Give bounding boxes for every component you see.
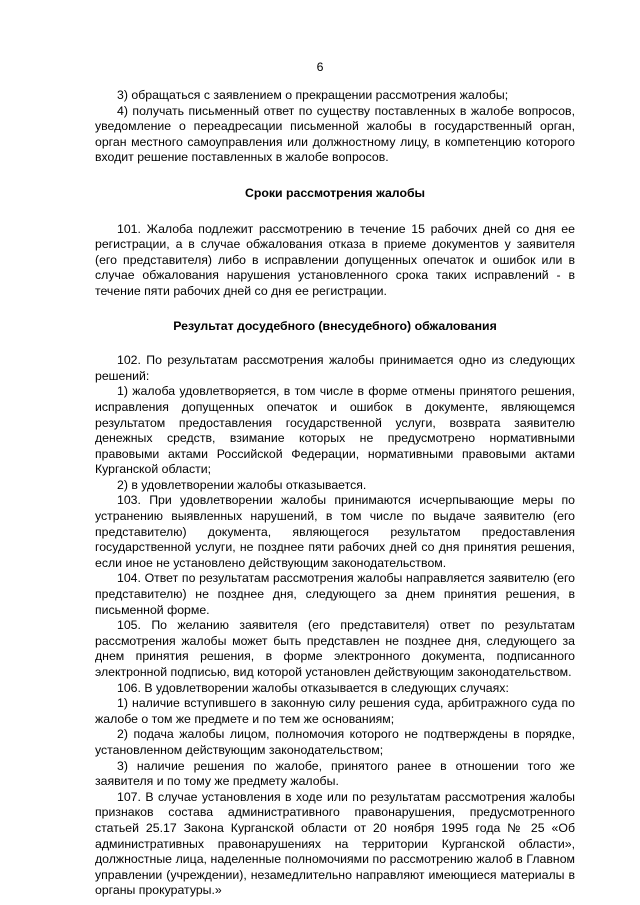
paragraph: 1) жалоба удовлетворяется, в том числе в форме отмены принятого решения, исправления допущенных опечаток и ошибок в документе, являющемся результатом предоставления государственной услуги, возврата заявителю денежных средств, взимание которых не предусмотрено нормативными правовыми актами Российской Федерации, нормативными правовыми актами Курганской области; [95,384,575,477]
section-terms [95,222,575,300]
section-rights-continued [95,88,575,166]
paragraph: 101. Жалоба подлежит рассмотрению в течение 15 рабочих дней со дня ее регистрации, а в случае обжалования отказа в приеме документов у заявителя (его представителя) либо в исправлении допущенных опечаток и ошибок или в случае обжалования нарушения установленного срока таких исправлений - в течение пяти рабочих дней со дня ее регистрации. [95,221,575,298]
section-result [95,353,575,899]
paragraph: 2) в удовлетворении жалобы отказывается. [117,477,367,492]
section-heading-result: Результат досудебного (внесудебного) обжалования [173,318,497,333]
paragraph: 103. При удовлетворении жалобы принимаются исчерпывающие меры по устранению выявленных нарушений, в том числе по выдаче заявителю (его представителю) документа, являющегося результатом предоставления государственной услуги, не позднее пяти рабочих дней со дня принятия решения, если иное не установлено действующим законодательством. [95,493,575,570]
paragraph: 104. Ответ по результатам рассмотрения жалобы направляется заявителю (его представителю) не позднее дня, следующего за днем принятия решения, в письменной форме. [95,571,575,617]
paragraph: 102. По результатам рассмотрения жалобы принимается одно из следующих решений: [95,353,575,383]
paragraph: 3) обращаться с заявлением о прекращении рассмотрения жалобы; [117,88,509,102]
paragraph: 106. В удовлетворении жалобы отказывается в следующих случаях: [117,680,509,695]
page-number: 6 [316,60,324,74]
paragraph: 3) наличие решения по жалобе, принятого ранее в отношении того же заявителя и по тому же предмету жалобы. [95,758,575,789]
document-body [95,88,575,899]
paragraph: 2) подача жалобы лицом, полномочия которого не подтверждены в порядке, установленном действующим законодательством; [95,727,575,757]
section-heading-terms: Сроки рассмотрения жалобы [244,185,426,200]
paragraph: 105. По желанию заявителя (его представителя) ответ по результатам рассмотрения жалобы может быть представлен не позднее дня, следующего за днем принятия решения, в форме электронного документа, подписанного электронной подписью, вид которой установлен действующим законодательством. [95,618,575,679]
paragraph: 1) наличие вступившего в законную силу решения суда, арбитражного суда по жалобе о том же предмете и по тем же основаниям; [95,696,575,726]
paragraph: 107. В случае установления в ходе или по результатам рассмотрения жалобы признаков состава административного правонарушения, предусмотренного статьей 25.17 Закона Курганской области от 20 ноября 1995 года № 25 «Об административных правонарушениях на территории Курганской области», должностные лица, наделенные полномочиями по рассмотрению жалоб в Главном управлении (учреждении), незамедлительно направляют имеющиеся материалы в органы прокуратуры.» [95,789,575,898]
paragraph: 4) получать письменный ответ по существу поставленных в жалобе вопросов, уведомление о переадресации письменной жалобы в государственный орган, орган местного самоуправления или должностному лицу, в компетенцию которого входит решение поставленных в жалобе вопросов. [95,103,575,165]
